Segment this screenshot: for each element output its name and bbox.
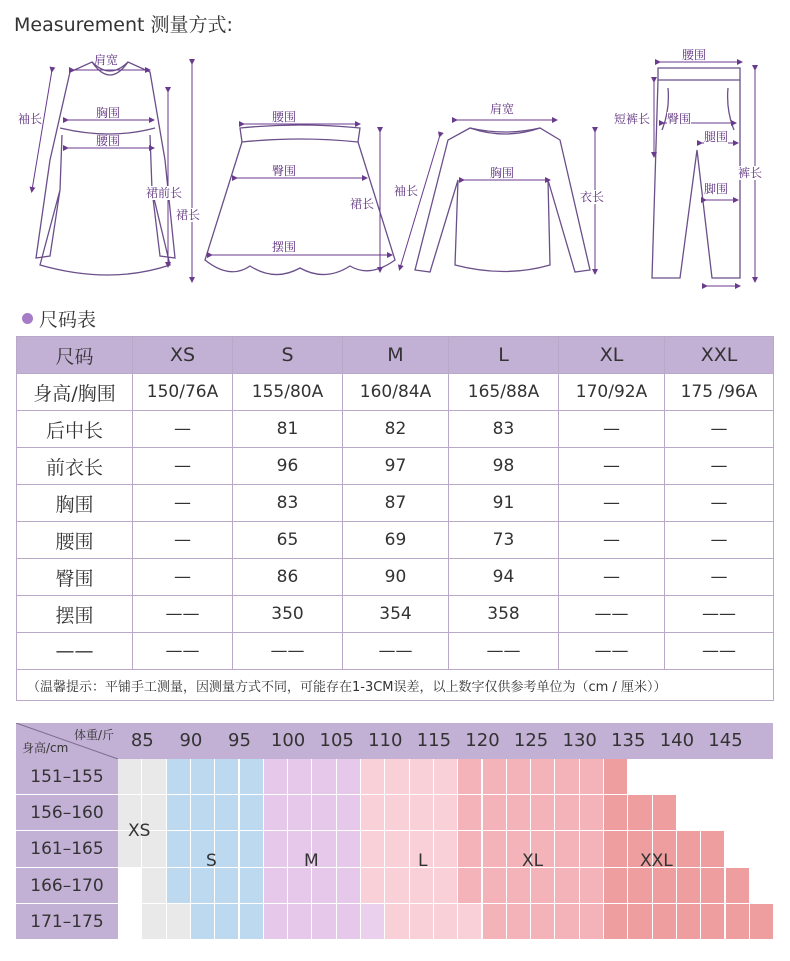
table-cell: —	[133, 559, 233, 596]
size-cell	[264, 831, 288, 867]
size-cell	[531, 759, 555, 795]
measurement-illustrations	[0, 40, 790, 290]
size-cell	[337, 795, 361, 831]
chart-corner	[16, 723, 118, 759]
size-cell	[580, 904, 604, 940]
page-title: Measurement 测量方式:	[14, 14, 233, 36]
pants-length-label: 裤长	[738, 166, 763, 180]
size-zone-label: XXL	[640, 851, 673, 871]
size-cell	[215, 868, 239, 904]
size-cell	[215, 759, 239, 795]
size-cell	[458, 904, 482, 940]
weight-header-cell: 105	[312, 723, 361, 759]
dress-front-length-label: 裙前长	[146, 186, 183, 200]
size-chart-heading	[22, 305, 96, 332]
size-cell	[580, 795, 604, 831]
table-cell: ——	[343, 633, 449, 670]
row-label: ——	[17, 633, 133, 670]
size-cell	[483, 904, 507, 940]
table-cell: —	[559, 559, 665, 596]
table-cell: 97	[343, 448, 449, 485]
size-cell	[555, 868, 579, 904]
table-cell: 83	[233, 485, 343, 522]
size-cell	[507, 759, 531, 795]
size-zone-label: M	[304, 851, 319, 871]
size-cell	[410, 795, 434, 831]
size-cell	[264, 759, 288, 795]
row-label: 身高/胸围	[17, 374, 133, 411]
weight-header-cell: 90	[167, 723, 216, 759]
garment-drawings	[0, 40, 790, 290]
table-cell: 83	[449, 411, 559, 448]
table-cell: 96	[233, 448, 343, 485]
size-cell	[288, 868, 312, 904]
weight-header-cell: 95	[215, 723, 264, 759]
size-cell	[215, 831, 239, 867]
size-cell	[483, 759, 507, 795]
size-cell	[580, 868, 604, 904]
size-cell	[312, 868, 336, 904]
size-cell	[337, 904, 361, 940]
table-cell: —	[665, 485, 774, 522]
size-cell	[385, 868, 409, 904]
table-cell: ——	[449, 633, 559, 670]
size-cell	[118, 868, 142, 904]
size-cell	[580, 831, 604, 867]
size-cell	[434, 904, 458, 940]
weight-header-cell: 145	[701, 723, 750, 759]
size-cell	[240, 795, 264, 831]
weight-header-cell: 130	[555, 723, 604, 759]
table-cell: 358	[449, 596, 559, 633]
size-cell	[264, 904, 288, 940]
size-cell	[167, 795, 191, 831]
size-cell	[312, 795, 336, 831]
size-cell	[191, 868, 215, 904]
table-cell: ——	[133, 633, 233, 670]
table-cell: 350	[233, 596, 343, 633]
size-cell	[385, 795, 409, 831]
size-cell	[701, 904, 725, 940]
table-cell: ——	[233, 633, 343, 670]
header-cell: 尺码	[17, 337, 133, 374]
height-row-label: 156–160	[16, 795, 118, 831]
size-cell	[385, 831, 409, 867]
row-label: 胸围	[17, 485, 133, 522]
size-cell	[142, 868, 166, 904]
skirt-hip-label: 臀围	[272, 164, 297, 178]
row-label: 前衣长	[17, 448, 133, 485]
size-cell	[531, 904, 555, 940]
row-label: 后中长	[17, 411, 133, 448]
header-filler	[750, 723, 773, 759]
row-label: 臀围	[17, 559, 133, 596]
size-cell	[240, 831, 264, 867]
size-cell	[361, 759, 385, 795]
size-cell	[337, 831, 361, 867]
size-cell	[240, 759, 264, 795]
skirt-waist-label: 腰围	[272, 110, 297, 124]
table-row	[17, 448, 774, 485]
size-cell	[312, 759, 336, 795]
size-cell	[410, 759, 434, 795]
table-cell: —	[559, 448, 665, 485]
size-cell	[483, 831, 507, 867]
table-cell: —	[133, 485, 233, 522]
size-cell	[726, 904, 750, 940]
size-cell	[240, 904, 264, 940]
size-table	[16, 336, 774, 701]
height-row-label: 171–175	[16, 904, 118, 940]
table-cell: ——	[665, 633, 774, 670]
size-cell	[628, 795, 652, 831]
table-cell: —	[559, 485, 665, 522]
size-cell	[264, 868, 288, 904]
header-cell: XXL	[665, 337, 774, 374]
size-cell	[628, 868, 652, 904]
size-cell	[555, 759, 579, 795]
size-cell	[434, 868, 458, 904]
size-cell	[434, 831, 458, 867]
size-cell	[167, 868, 191, 904]
table-cell: —	[665, 411, 774, 448]
size-cell	[361, 795, 385, 831]
table-cell: —	[559, 411, 665, 448]
top-shoulder-label: 肩宽	[490, 102, 515, 116]
size-cell	[483, 868, 507, 904]
size-cell	[458, 868, 482, 904]
pants-short-length-label: 短裤长	[614, 112, 651, 126]
table-cell: 155/80A	[233, 374, 343, 411]
header-cell: S	[233, 337, 343, 374]
size-cell	[653, 868, 677, 904]
size-cell	[507, 795, 531, 831]
top-drawing	[415, 128, 590, 272]
size-zone-label: L	[418, 851, 428, 871]
size-cell	[531, 795, 555, 831]
size-cell	[240, 868, 264, 904]
table-cell: ——	[665, 596, 774, 633]
size-chart-title: 尺码表	[39, 309, 97, 331]
table-cell: 150/76A	[133, 374, 233, 411]
size-cell	[191, 795, 215, 831]
table-cell: 91	[449, 485, 559, 522]
pants-ankle-label: 脚围	[704, 182, 729, 196]
top-chest-label: 胸围	[490, 166, 515, 180]
table-cell: —	[559, 522, 665, 559]
size-cell	[604, 831, 628, 867]
row-label: 摆围	[17, 596, 133, 633]
weight-header-cell: 115	[410, 723, 459, 759]
table-cell: —	[665, 448, 774, 485]
size-cell	[677, 904, 701, 940]
table-cell: —	[665, 559, 774, 596]
header-cell: XL	[559, 337, 665, 374]
size-cell	[604, 795, 628, 831]
table-row	[17, 596, 774, 633]
size-cell	[677, 868, 701, 904]
size-cell	[507, 904, 531, 940]
size-cell	[507, 868, 531, 904]
size-cell	[604, 904, 628, 940]
table-cell: 94	[449, 559, 559, 596]
weight-axis-label: 体重/斤	[73, 728, 114, 742]
bullet-dot-icon	[22, 313, 33, 324]
table-cell: ——	[133, 596, 233, 633]
size-cell	[337, 868, 361, 904]
size-cell	[312, 904, 336, 940]
size-cell	[361, 868, 385, 904]
size-table-header-row	[17, 337, 774, 374]
size-zone-label: S	[206, 851, 217, 871]
weight-header-cell: 125	[507, 723, 556, 759]
weight-header-cell: 120	[458, 723, 507, 759]
table-row	[17, 559, 774, 596]
pants-hip-label: 臀围	[667, 112, 692, 126]
size-cell	[458, 831, 482, 867]
size-cell	[167, 904, 191, 940]
table-cell: 98	[449, 448, 559, 485]
table-cell: 81	[233, 411, 343, 448]
table-cell: —	[133, 411, 233, 448]
size-cell	[434, 759, 458, 795]
size-cell	[653, 795, 677, 831]
size-cell	[604, 759, 628, 795]
top-sleeve-label: 袖长	[394, 184, 419, 198]
height-row-label: 161–165	[16, 831, 118, 867]
table-cell: 86	[233, 559, 343, 596]
size-cell	[458, 759, 482, 795]
top-length-label: 衣长	[580, 190, 605, 204]
table-cell: 170/92A	[559, 374, 665, 411]
size-cell	[142, 904, 166, 940]
weight-header-cell: 140	[653, 723, 702, 759]
weight-header-cell: 110	[361, 723, 410, 759]
height-row-label: 166–170	[16, 868, 118, 904]
size-cell	[215, 904, 239, 940]
table-row	[17, 633, 774, 670]
dress-waist-label: 腰围	[96, 134, 121, 148]
header-cell: L	[449, 337, 559, 374]
table-cell: 165/88A	[449, 374, 559, 411]
weight-header-cell: 100	[264, 723, 313, 759]
table-cell: —	[665, 522, 774, 559]
weight-height-chart	[16, 723, 773, 940]
table-note-row	[17, 670, 774, 701]
height-axis-label: 身高/cm	[22, 741, 69, 755]
size-zone-label: XS	[128, 821, 151, 841]
table-cell: —	[133, 522, 233, 559]
size-cell	[750, 904, 774, 940]
size-cell	[604, 868, 628, 904]
weight-header-cell: 85	[118, 723, 167, 759]
size-cell	[288, 795, 312, 831]
dress-drawing	[36, 62, 175, 275]
size-cell	[410, 904, 434, 940]
measurement-note: （温馨提示：平铺手工测量，因测量方式不同，可能存在1-3CM误差，以上数字仅供参考单位为（cm / 厘米））	[17, 670, 774, 701]
skirt-length-label: 裙长	[350, 197, 375, 211]
size-cell	[118, 759, 142, 795]
table-cell: 160/84A	[343, 374, 449, 411]
table-cell: 87	[343, 485, 449, 522]
size-cell	[555, 795, 579, 831]
skirt-hem-label: 摆围	[272, 240, 297, 254]
size-cell	[167, 759, 191, 795]
size-cell	[677, 831, 701, 867]
size-cell	[118, 904, 142, 940]
size-cell	[191, 759, 215, 795]
size-cell	[458, 795, 482, 831]
dress-chest-label: 胸围	[96, 106, 121, 120]
dress-shoulder-label: 肩宽	[94, 53, 119, 67]
size-cell	[361, 904, 385, 940]
size-cell	[410, 868, 434, 904]
size-cell	[288, 759, 312, 795]
header-cell: M	[343, 337, 449, 374]
size-cell	[288, 904, 312, 940]
pants-drawing	[652, 68, 740, 278]
size-cell	[191, 904, 215, 940]
size-cell	[215, 795, 239, 831]
size-cell	[580, 759, 604, 795]
size-cell	[385, 904, 409, 940]
size-cell	[264, 795, 288, 831]
size-cell	[385, 759, 409, 795]
table-cell: —	[133, 448, 233, 485]
size-cell	[142, 759, 166, 795]
table-cell: 65	[233, 522, 343, 559]
table-cell: 82	[343, 411, 449, 448]
table-cell: 90	[343, 559, 449, 596]
size-cell	[531, 868, 555, 904]
size-cell	[628, 904, 652, 940]
size-cell	[483, 795, 507, 831]
size-cell	[701, 831, 725, 867]
size-cell	[434, 795, 458, 831]
table-cell: 354	[343, 596, 449, 633]
measure-arrows	[32, 62, 755, 286]
table-row	[17, 411, 774, 448]
size-cell	[555, 904, 579, 940]
dress-sleeve-label: 袖长	[18, 112, 43, 126]
height-row-label: 151–155	[16, 759, 118, 795]
weight-header-cell: 135	[604, 723, 653, 759]
size-cell	[701, 868, 725, 904]
table-cell: 175 /96A	[665, 374, 774, 411]
size-cell	[337, 759, 361, 795]
dress-length-label: 裙长	[176, 208, 201, 222]
table-cell: ——	[559, 633, 665, 670]
pants-thigh-label: 腿围	[704, 130, 729, 144]
table-cell: 73	[449, 522, 559, 559]
table-row	[17, 485, 774, 522]
table-cell: 69	[343, 522, 449, 559]
pants-waist-label: 腰围	[682, 48, 707, 62]
size-cell	[653, 904, 677, 940]
size-zone-label: XL	[522, 851, 544, 871]
row-label: 腰围	[17, 522, 133, 559]
size-cell	[167, 831, 191, 867]
size-cell	[361, 831, 385, 867]
table-cell: ——	[559, 596, 665, 633]
size-cell	[726, 868, 750, 904]
table-row	[17, 374, 774, 411]
size-cell	[555, 831, 579, 867]
table-row	[17, 522, 774, 559]
header-cell: XS	[133, 337, 233, 374]
